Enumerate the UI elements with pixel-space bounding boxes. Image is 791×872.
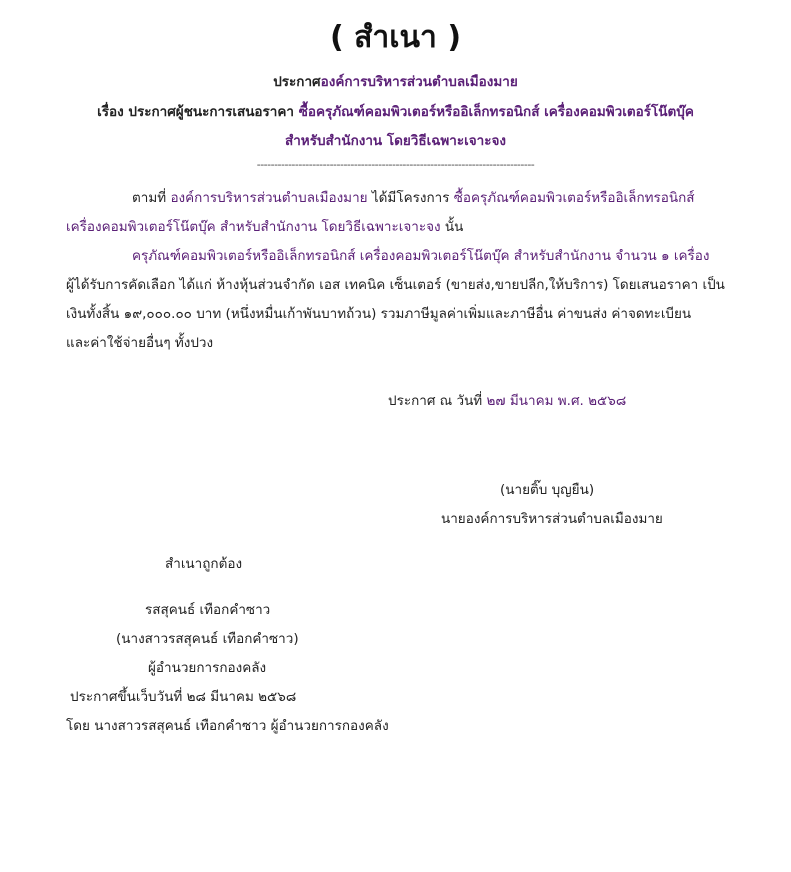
divider: --------------------------------------------------------------------------------	[256, 158, 535, 171]
copy-certified-label: สำเนาถูกต้อง	[165, 556, 243, 572]
header-subject-prefix: เรื่อง ประกาศผู้ชนะการเสนอราคา	[97, 104, 299, 120]
announce-prefix: ประกาศ ณ วันที่	[388, 393, 487, 409]
para1-item: ซื้อครุภัณฑ์คอมพิวเตอร์หรืออิเล็กทรอนิกส์	[453, 190, 695, 206]
copy-certifier-full-name: (นางสาวรสสุคนธ์ เทือกคำซาว)	[116, 631, 299, 647]
para1-suffix: นั้น	[440, 219, 464, 235]
header-line-2	[0, 100, 791, 122]
announce-date: ๒๗ มีนาคม พ.ศ. ๒๕๖๘	[486, 393, 627, 409]
signer-position: นายองค์การบริหารส่วนตำบลเมืองมาย	[441, 511, 663, 527]
copy-certifier-name: รสสุคนธ์ เทือกคำซาว	[145, 602, 271, 618]
para1-org: องค์การบริหารส่วนตำบลเมืองมาย	[170, 190, 368, 206]
announce-date-line	[388, 389, 626, 411]
paragraph-1-line-1	[132, 186, 695, 208]
header-line-3: สำหรับสำนักงาน โดยวิธีเฉพาะเจาะจง	[284, 133, 506, 149]
paragraph-1-line-2	[66, 215, 463, 237]
para1-item-cont: เครื่องคอมพิวเตอร์โน๊ตบุ๊ค สำหรับสำนักงาน โดยวิธีเฉพาะเจาะจง	[66, 219, 441, 235]
paragraph-2-line-1: ครุภัณฑ์คอมพิวเตอร์หรืออิเล็กทรอนิกส์ เครื่องคอมพิวเตอร์โน๊ตบุ๊ค สำหรับสำนักงาน จำนวน ๑ เครื่อง	[132, 248, 710, 264]
para1-prefix: ตามที่	[132, 190, 171, 206]
signer-name: (นายติ๊บ บุญยืน)	[500, 482, 595, 498]
web-posted-date: ประกาศขึ้นเว็บวันที่ ๒๘ มีนาคม ๒๕๖๘	[70, 689, 297, 705]
para1-mid: ได้มีโครงการ	[367, 190, 454, 206]
header-line-1	[0, 70, 791, 92]
paragraph-2-line-3: เงินทั้งสิ้น ๑๙,๐๐๐.๐๐ บาท (หนึ่งหมื่นเก้าพันบาทถ้วน) รวมภาษีมูลค่าเพิ่มและภาษีอื่น ค่าขนส่ง ค่าจดทะเบียน	[66, 306, 692, 322]
posted-by: โดย นางสาวรสสุคนธ์ เทือกคำซาว ผู้อำนวยการกองคลัง	[66, 718, 389, 734]
header-org-name: องค์การบริหารส่วนตำบลเมืองมาย	[320, 74, 518, 90]
header-subject-item: ซื้อครุภัณฑ์คอมพิวเตอร์หรืออิเล็กทรอนิกส์ เครื่องคอมพิวเตอร์โน๊ตบุ๊ค	[298, 104, 694, 120]
document-title: ( สำเนา )	[329, 20, 462, 55]
copy-certifier-position: ผู้อำนวยการกองคลัง	[148, 660, 267, 676]
paragraph-2-line-2: ผู้ได้รับการคัดเลือก ได้แก่ ห้างหุ้นส่วนจำกัด เอส เทคนิค เซ็นเตอร์ (ขายส่ง,ขายปลีก,ให้บริการ) โดยเสนอราคา เป็น	[66, 277, 725, 293]
header-prefix: ประกาศ	[273, 74, 321, 90]
paragraph-2-line-4: และค่าใช้จ่ายอื่นๆ ทั้งปวง	[66, 335, 214, 351]
